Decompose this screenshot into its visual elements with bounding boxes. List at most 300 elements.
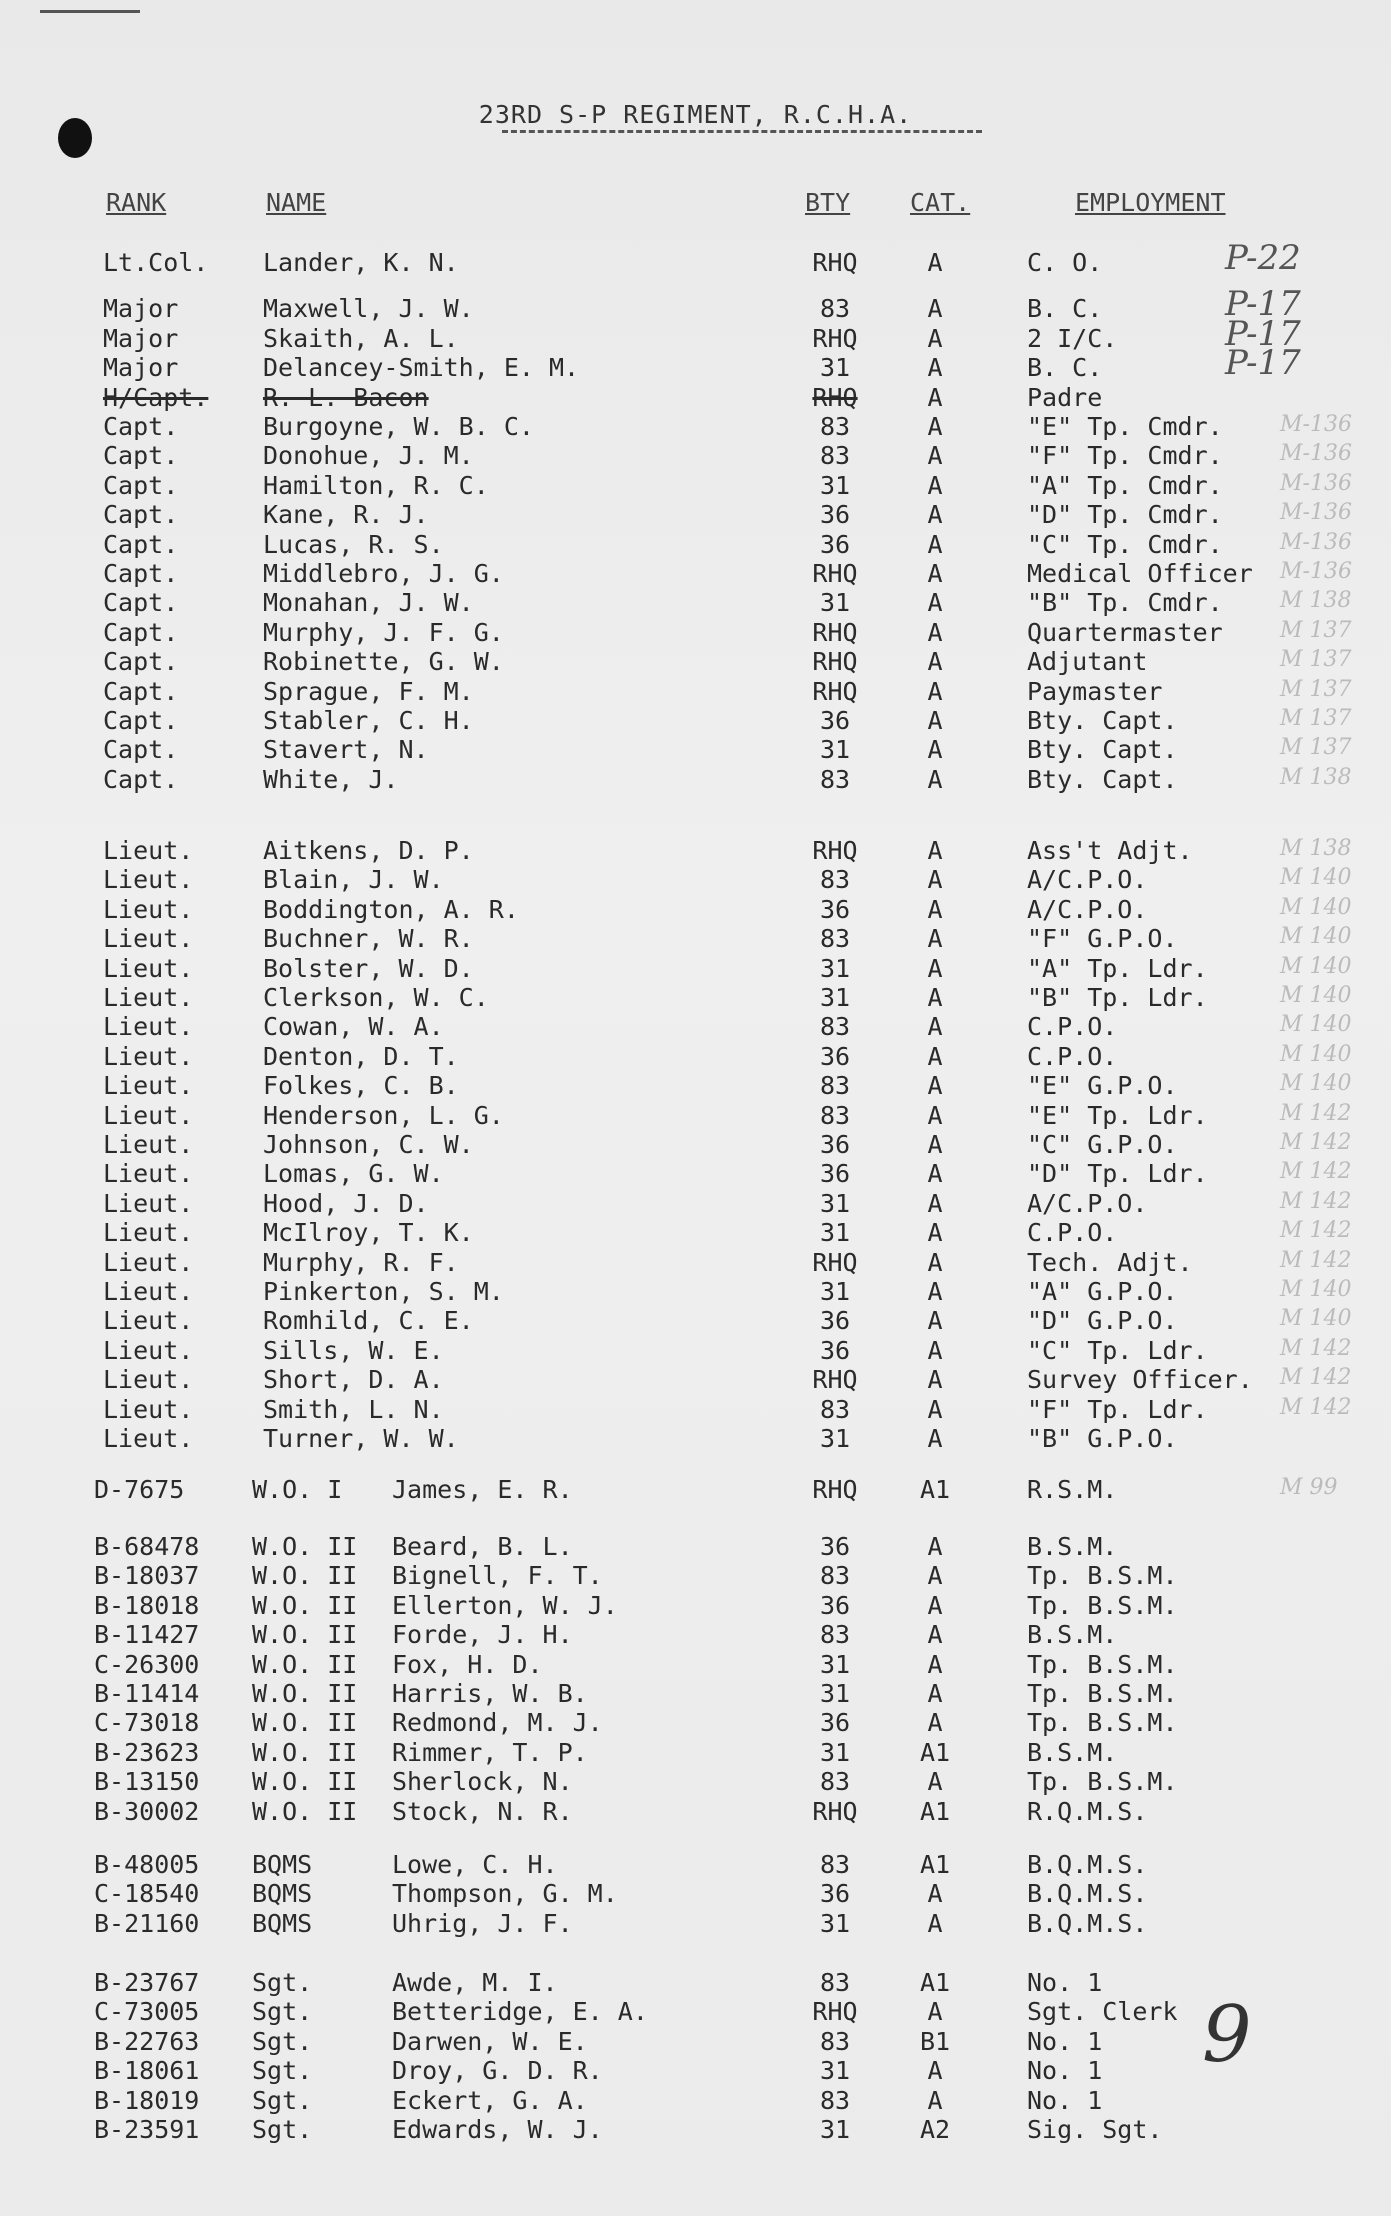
rank-cell: Lt.Col. xyxy=(103,248,209,277)
employment-cell: Medical Officer xyxy=(1027,559,1253,588)
table-row xyxy=(0,1071,1391,1100)
employment-cell: "E" Tp. Cmdr. xyxy=(1027,412,1223,441)
handwritten-note: M 142 xyxy=(1280,1218,1352,1244)
handwritten-note: M-136 xyxy=(1280,470,1352,496)
category-cell: A xyxy=(927,1041,943,1071)
name-cell: Fox, H. D. xyxy=(392,1649,543,1679)
table-row xyxy=(0,1997,1391,2026)
rank-cell: Lieut. xyxy=(103,1012,194,1042)
category-cell: A xyxy=(927,706,943,735)
name-cell: Bolster, W. D. xyxy=(263,953,474,983)
name-cell: Pinkerton, S. M. xyxy=(263,1277,504,1306)
battery-cell: 83 xyxy=(819,1850,851,1879)
rank-cell: B-22763 xyxy=(94,2026,200,2056)
table-row xyxy=(0,1591,1391,1620)
handwritten-note: P-17 xyxy=(1225,284,1301,325)
battery-cell: 31 xyxy=(819,1277,851,1306)
employment-cell: R.S.M. xyxy=(1027,1475,1118,1504)
employment-cell: "C" G.P.O. xyxy=(1027,1130,1178,1159)
category-cell: A xyxy=(927,953,943,983)
rank-cell: B-13150 xyxy=(94,1767,200,1797)
table-row xyxy=(0,1679,1391,1708)
battery-cell: 83 xyxy=(819,1394,851,1424)
handwritten-note: M-136 xyxy=(1280,412,1352,437)
category-cell: A xyxy=(927,983,943,1012)
employment-cell: "D" Tp. Ldr. xyxy=(1027,1159,1208,1189)
rank-cell: Lieut. xyxy=(103,1277,194,1306)
grade-cell: W.O. II xyxy=(252,1767,358,1797)
name-cell: Hamilton, R. C. xyxy=(263,470,489,500)
table-row xyxy=(0,1218,1391,1247)
table-row xyxy=(0,618,1391,647)
grade-cell: Sgt. xyxy=(252,2115,313,2144)
battery-cell: 36 xyxy=(819,1708,851,1738)
name-cell: Buchner, W. R. xyxy=(263,924,474,954)
table-row xyxy=(0,983,1391,1012)
battery-cell: RHQ xyxy=(812,617,858,647)
name-cell: Maxwell, J. W. xyxy=(263,294,474,324)
category-cell: A xyxy=(927,1908,943,1938)
name-cell: Robinette, G. W. xyxy=(263,647,504,677)
table-row xyxy=(0,2027,1391,2056)
grade-cell: Sgt. xyxy=(252,2026,313,2056)
name-cell: Aitkens, D. P. xyxy=(263,836,474,865)
rank-cell: B-18019 xyxy=(94,2085,200,2115)
category-cell: A xyxy=(927,1012,943,1042)
category-cell: A xyxy=(927,470,943,500)
rank-cell: B-21160 xyxy=(94,1908,200,1938)
handwritten-note: M 137 xyxy=(1280,617,1352,643)
category-cell: A xyxy=(927,1277,943,1306)
handwritten-note: M 137 xyxy=(1280,706,1352,731)
table-row xyxy=(0,412,1391,441)
table-row xyxy=(0,1189,1391,1218)
name-cell: Lowe, C. H. xyxy=(392,1850,558,1879)
employment-cell: Survey Officer. xyxy=(1027,1365,1253,1395)
category-cell: A xyxy=(927,1394,943,1424)
rank-cell: C-26300 xyxy=(94,1649,200,1679)
name-cell: Denton, D. T. xyxy=(263,1041,459,1071)
employment-cell: "F" G.P.O. xyxy=(1027,924,1178,954)
battery-cell: RHQ xyxy=(812,559,858,588)
category-cell: A xyxy=(927,1997,943,2027)
table-row xyxy=(0,383,1391,412)
handwritten-note: M 138 xyxy=(1280,764,1352,790)
battery-cell: 83 xyxy=(819,865,851,895)
employment-cell: Bty. Capt. xyxy=(1027,706,1178,735)
name-cell: Cowan, W. A. xyxy=(263,1012,444,1042)
name-cell: Uhrig, J. F. xyxy=(392,1908,573,1938)
rank-cell: Lieut. xyxy=(103,983,194,1012)
rank-cell: Lieut. xyxy=(103,953,194,983)
table-row xyxy=(0,765,1391,794)
name-cell: Sills, W. E. xyxy=(263,1335,444,1365)
name-cell: Edwards, W. J. xyxy=(392,2115,603,2144)
name-cell: Sherlock, N. xyxy=(392,1767,573,1797)
category-cell: A xyxy=(927,412,943,441)
rank-cell: Lieut. xyxy=(103,894,194,924)
table-row xyxy=(0,2056,1391,2085)
category-cell: A xyxy=(927,1649,943,1679)
battery-cell: 36 xyxy=(819,1159,851,1189)
battery-cell: 36 xyxy=(819,1130,851,1159)
battery-cell: 31 xyxy=(819,1188,851,1218)
employment-cell: B.S.M. xyxy=(1027,1620,1118,1650)
category-cell: A xyxy=(927,500,943,530)
battery-cell: RHQ xyxy=(812,1997,858,2027)
name-cell: Skaith, A. L. xyxy=(263,323,459,353)
battery-cell: 31 xyxy=(819,2115,851,2144)
table-row xyxy=(0,530,1391,559)
handwritten-note: M 99 xyxy=(1280,1475,1338,1500)
grade-cell: W.O. II xyxy=(252,1561,358,1591)
grade-cell: W.O. II xyxy=(252,1737,358,1767)
rank-cell: B-23623 xyxy=(94,1737,200,1767)
table-row xyxy=(0,284,1391,325)
battery-cell: 83 xyxy=(819,1100,851,1130)
category-cell: A xyxy=(927,382,943,412)
header-name: NAME xyxy=(266,188,327,217)
employment-cell: Tp. B.S.M. xyxy=(1027,1590,1178,1620)
category-cell: A xyxy=(927,617,943,647)
rank-cell: Lieut. xyxy=(103,1100,194,1130)
battery-cell: 36 xyxy=(819,1335,851,1365)
employment-cell: C.P.O. xyxy=(1027,1041,1118,1071)
table-row xyxy=(0,1738,1391,1767)
employment-cell: Paymaster xyxy=(1027,676,1163,706)
category-cell: A xyxy=(927,647,943,677)
employment-cell: Quartermaster xyxy=(1027,617,1223,647)
name-cell: Stock, N. R. xyxy=(392,1796,573,1826)
handwritten-note: M 142 xyxy=(1280,1100,1352,1126)
battery-cell: 83 xyxy=(819,2085,851,2115)
name-cell: Short, D. A. xyxy=(263,1365,444,1395)
employment-cell: "D" Tp. Cmdr. xyxy=(1027,500,1223,530)
name-cell: Sprague, F. M. xyxy=(263,676,474,706)
rank-cell: Capt. xyxy=(103,588,179,618)
grade-cell: BQMS xyxy=(252,1879,313,1909)
handwritten-note: M 142 xyxy=(1280,1247,1352,1273)
category-cell: A xyxy=(927,1561,943,1591)
category-cell: A xyxy=(927,323,943,353)
category-cell: B1 xyxy=(919,2026,951,2056)
category-cell: A xyxy=(927,248,943,277)
battery-cell: 31 xyxy=(819,588,851,618)
battery-cell: 83 xyxy=(819,1620,851,1650)
name-cell: Stabler, C. H. xyxy=(263,706,474,735)
category-cell: A xyxy=(927,1620,943,1650)
name-cell: Boddington, A. R. xyxy=(263,894,519,924)
battery-cell: 36 xyxy=(819,1879,851,1909)
category-cell: A xyxy=(927,764,943,794)
employment-cell: "C" Tp. Cmdr. xyxy=(1027,529,1223,559)
category-cell: A xyxy=(927,1159,943,1189)
table-row xyxy=(0,1475,1391,1504)
header-bty: BTY xyxy=(805,188,851,217)
name-cell: Smith, L. N. xyxy=(263,1394,444,1424)
employment-cell: Ass't Adjt. xyxy=(1027,836,1193,865)
battery-cell: 31 xyxy=(819,735,851,765)
employment-cell: Bty. Capt. xyxy=(1027,764,1178,794)
rank-cell: B-68478 xyxy=(94,1532,200,1561)
rank-cell: C-18540 xyxy=(94,1879,200,1909)
rank-cell: Lieut. xyxy=(103,1188,194,1218)
table-row xyxy=(0,865,1391,894)
employment-cell: "B" G.P.O. xyxy=(1027,1424,1178,1453)
table-row xyxy=(0,1797,1391,1826)
title-underline xyxy=(502,130,982,133)
battery-cell: 31 xyxy=(819,1737,851,1767)
battery-cell: RHQ xyxy=(812,323,858,353)
battery-cell: 36 xyxy=(819,1041,851,1071)
handwritten-note: M 137 xyxy=(1280,735,1352,761)
table-row xyxy=(0,559,1391,588)
employment-cell: No. 1 xyxy=(1027,2026,1103,2056)
grade-cell: W.O. II xyxy=(252,1679,358,1708)
rank-cell: B-30002 xyxy=(94,1796,200,1826)
employment-cell: "B" Tp. Cmdr. xyxy=(1027,588,1223,618)
employment-cell: B.Q.M.S. xyxy=(1027,1879,1148,1909)
name-cell: Beard, B. L. xyxy=(392,1532,573,1561)
employment-cell: "B" Tp. Ldr. xyxy=(1027,983,1208,1012)
battery-cell: RHQ xyxy=(812,676,858,706)
employment-cell: "D" G.P.O. xyxy=(1027,1306,1178,1336)
handwritten-note: M-136 xyxy=(1280,500,1352,526)
table-row xyxy=(0,1042,1391,1071)
name-cell: Bignell, F. T. xyxy=(392,1561,603,1591)
rank-cell: Capt. xyxy=(103,412,179,441)
handwritten-note: M 142 xyxy=(1280,1188,1352,1214)
battery-cell: 36 xyxy=(819,500,851,530)
battery-cell: 31 xyxy=(819,2056,851,2086)
name-cell: Burgoyne, W. B. C. xyxy=(263,412,534,441)
handwritten-note: M-136 xyxy=(1280,441,1352,467)
rank-cell: B-11427 xyxy=(94,1620,200,1650)
battery-cell: 31 xyxy=(819,470,851,500)
employment-cell: Tp. B.S.M. xyxy=(1027,1561,1178,1591)
name-cell: Johnson, C. W. xyxy=(263,1130,474,1159)
rank-cell: Lieut. xyxy=(103,1041,194,1071)
table-row xyxy=(0,1130,1391,1159)
table-row xyxy=(0,735,1391,764)
table-row xyxy=(0,954,1391,983)
rank-cell: Capt. xyxy=(103,647,179,677)
battery-cell: RHQ xyxy=(812,647,858,677)
category-cell: A2 xyxy=(919,2115,951,2144)
battery-cell: 83 xyxy=(819,294,851,324)
header-rank: RANK xyxy=(106,188,167,217)
table-row xyxy=(0,895,1391,924)
battery-cell: 83 xyxy=(819,1561,851,1591)
handwritten-note: M 137 xyxy=(1280,647,1352,673)
table-row xyxy=(0,1879,1391,1908)
battery-cell: 36 xyxy=(819,1532,851,1561)
handwritten-note: M 138 xyxy=(1280,588,1352,614)
battery-cell: RHQ xyxy=(812,836,858,865)
battery-cell: RHQ xyxy=(812,1796,858,1826)
rank-cell: Capt. xyxy=(103,764,179,794)
handwritten-note: M-136 xyxy=(1280,559,1352,584)
table-row xyxy=(0,441,1391,470)
employment-cell: C.P.O. xyxy=(1027,1012,1118,1042)
table-row xyxy=(0,1620,1391,1649)
category-cell: A xyxy=(927,1767,943,1797)
battery-cell: 83 xyxy=(819,2026,851,2056)
employment-cell: Padre xyxy=(1027,382,1103,412)
employment-cell: No. 1 xyxy=(1027,2085,1103,2115)
table-row xyxy=(0,924,1391,953)
employment-cell: "C" Tp. Ldr. xyxy=(1027,1335,1208,1365)
table-row xyxy=(0,238,1391,278)
employment-cell: B. C. xyxy=(1027,294,1103,324)
employment-cell: Tp. B.S.M. xyxy=(1027,1767,1178,1797)
table-row xyxy=(0,1306,1391,1335)
category-cell: A xyxy=(927,441,943,471)
battery-cell: 31 xyxy=(819,1218,851,1248)
employment-cell: Sgt. Clerk xyxy=(1027,1997,1178,2027)
name-cell: Harris, W. B. xyxy=(392,1679,588,1708)
category-cell: A xyxy=(927,1590,943,1620)
battery-cell: RHQ xyxy=(812,382,858,412)
table-row xyxy=(0,343,1391,384)
rank-cell: Capt. xyxy=(103,617,179,647)
rank-cell: Major xyxy=(103,323,179,353)
employment-cell: "A" Tp. Ldr. xyxy=(1027,953,1208,983)
table-row xyxy=(0,1561,1391,1590)
employment-cell: A/C.P.O. xyxy=(1027,865,1148,895)
rank-cell: Lieut. xyxy=(103,1130,194,1159)
employment-cell: "E" G.P.O. xyxy=(1027,1071,1178,1101)
page-number: 9 xyxy=(1202,1990,1252,2080)
battery-cell: 31 xyxy=(819,1908,851,1938)
battery-cell: 83 xyxy=(819,1767,851,1797)
name-cell: Forde, J. H. xyxy=(392,1620,573,1650)
battery-cell: 36 xyxy=(819,894,851,924)
grade-cell: Sgt. xyxy=(252,2056,313,2086)
rank-cell: Lieut. xyxy=(103,1335,194,1365)
name-cell: Donohue, J. M. xyxy=(263,441,474,471)
category-cell: A1 xyxy=(919,1968,951,1997)
rank-cell: Lieut. xyxy=(103,1159,194,1189)
handwritten-note: M 140 xyxy=(1280,865,1352,891)
category-cell: A xyxy=(927,1679,943,1708)
rank-cell: B-18018 xyxy=(94,1590,200,1620)
grade-cell: W.O. I xyxy=(252,1475,343,1504)
rank-cell: Capt. xyxy=(103,500,179,530)
table-row xyxy=(0,2086,1391,2115)
grade-cell: Sgt. xyxy=(252,1968,313,1997)
table-row xyxy=(0,1767,1391,1796)
table-row xyxy=(0,1336,1391,1365)
table-row xyxy=(0,588,1391,617)
rank-cell: Lieut. xyxy=(103,1394,194,1424)
table-row xyxy=(0,471,1391,500)
handwritten-note: P-17 xyxy=(1225,313,1301,354)
category-cell: A xyxy=(927,353,943,383)
table-row xyxy=(0,1277,1391,1306)
grade-cell: W.O. II xyxy=(252,1532,358,1561)
employment-cell: A/C.P.O. xyxy=(1027,894,1148,924)
rank-cell: Lieut. xyxy=(103,836,194,865)
rank-cell: B-23591 xyxy=(94,2115,200,2144)
category-cell: A xyxy=(927,676,943,706)
battery-cell: 36 xyxy=(819,529,851,559)
battery-cell: 31 xyxy=(819,1679,851,1708)
category-cell: A xyxy=(927,1306,943,1336)
table-row xyxy=(0,1424,1391,1453)
category-cell: A xyxy=(927,1071,943,1101)
rank-cell: Lieut. xyxy=(103,1218,194,1248)
name-cell: Hood, J. D. xyxy=(263,1188,429,1218)
category-cell: A xyxy=(927,1100,943,1130)
employment-cell: C. O. xyxy=(1027,248,1103,277)
handwritten-note: M 142 xyxy=(1280,1159,1352,1185)
rank-cell: Capt. xyxy=(103,676,179,706)
rank-cell: Lieut. xyxy=(103,924,194,954)
handwritten-note: M 142 xyxy=(1280,1130,1352,1155)
battery-cell: 83 xyxy=(819,412,851,441)
name-cell: Lomas, G. W. xyxy=(263,1159,444,1189)
employment-cell: 2 I/C. xyxy=(1027,323,1118,353)
grade-cell: W.O. II xyxy=(252,1620,358,1650)
rank-cell: Capt. xyxy=(103,470,179,500)
rank-cell: Lieut. xyxy=(103,1247,194,1277)
category-cell: A xyxy=(927,294,943,324)
name-cell: Monahan, J. W. xyxy=(263,588,474,618)
employment-cell: "F" Tp. Ldr. xyxy=(1027,1394,1208,1424)
category-cell: A1 xyxy=(919,1850,951,1879)
employment-cell: "A" Tp. Cmdr. xyxy=(1027,470,1223,500)
rank-cell: Lieut. xyxy=(103,865,194,895)
rank-cell: C-73005 xyxy=(94,1997,200,2027)
table-row xyxy=(0,1248,1391,1277)
name-cell: Kane, R. J. xyxy=(263,500,429,530)
grade-cell: Sgt. xyxy=(252,1997,313,2027)
battery-cell: 31 xyxy=(819,953,851,983)
battery-cell: 31 xyxy=(819,1424,851,1453)
table-row xyxy=(0,1012,1391,1041)
battery-cell: RHQ xyxy=(812,1475,858,1504)
grade-cell: W.O. II xyxy=(252,1796,358,1826)
grade-cell: W.O. II xyxy=(252,1708,358,1738)
category-cell: A xyxy=(927,1218,943,1248)
rank-cell: Major xyxy=(103,353,179,383)
grade-cell: W.O. II xyxy=(252,1590,358,1620)
handwritten-note: P-17 xyxy=(1225,343,1301,384)
employment-cell: B.S.M. xyxy=(1027,1532,1118,1561)
name-cell: Ellerton, W. J. xyxy=(392,1590,618,1620)
header-cat: CAT. xyxy=(910,188,971,217)
category-cell: A xyxy=(927,1188,943,1218)
rank-cell: B-18061 xyxy=(94,2056,200,2086)
rank-cell: Capt. xyxy=(103,529,179,559)
table-row xyxy=(0,313,1391,354)
employment-cell: Sig. Sgt. xyxy=(1027,2115,1163,2144)
handwritten-note: M 140 xyxy=(1280,983,1352,1008)
category-cell: A xyxy=(927,1365,943,1395)
employment-cell: Bty. Capt. xyxy=(1027,735,1178,765)
table-row xyxy=(0,836,1391,865)
handwritten-note: M 140 xyxy=(1280,1041,1352,1067)
table-row xyxy=(0,1650,1391,1679)
battery-cell: RHQ xyxy=(812,1247,858,1277)
employment-cell: "F" Tp. Cmdr. xyxy=(1027,441,1223,471)
name-cell: Lander, K. N. xyxy=(263,248,459,277)
table-row xyxy=(0,1395,1391,1424)
rank-cell: Major xyxy=(103,294,179,324)
name-cell: Murphy, J. F. G. xyxy=(263,617,504,647)
name-cell: Turner, W. W. xyxy=(263,1424,459,1453)
